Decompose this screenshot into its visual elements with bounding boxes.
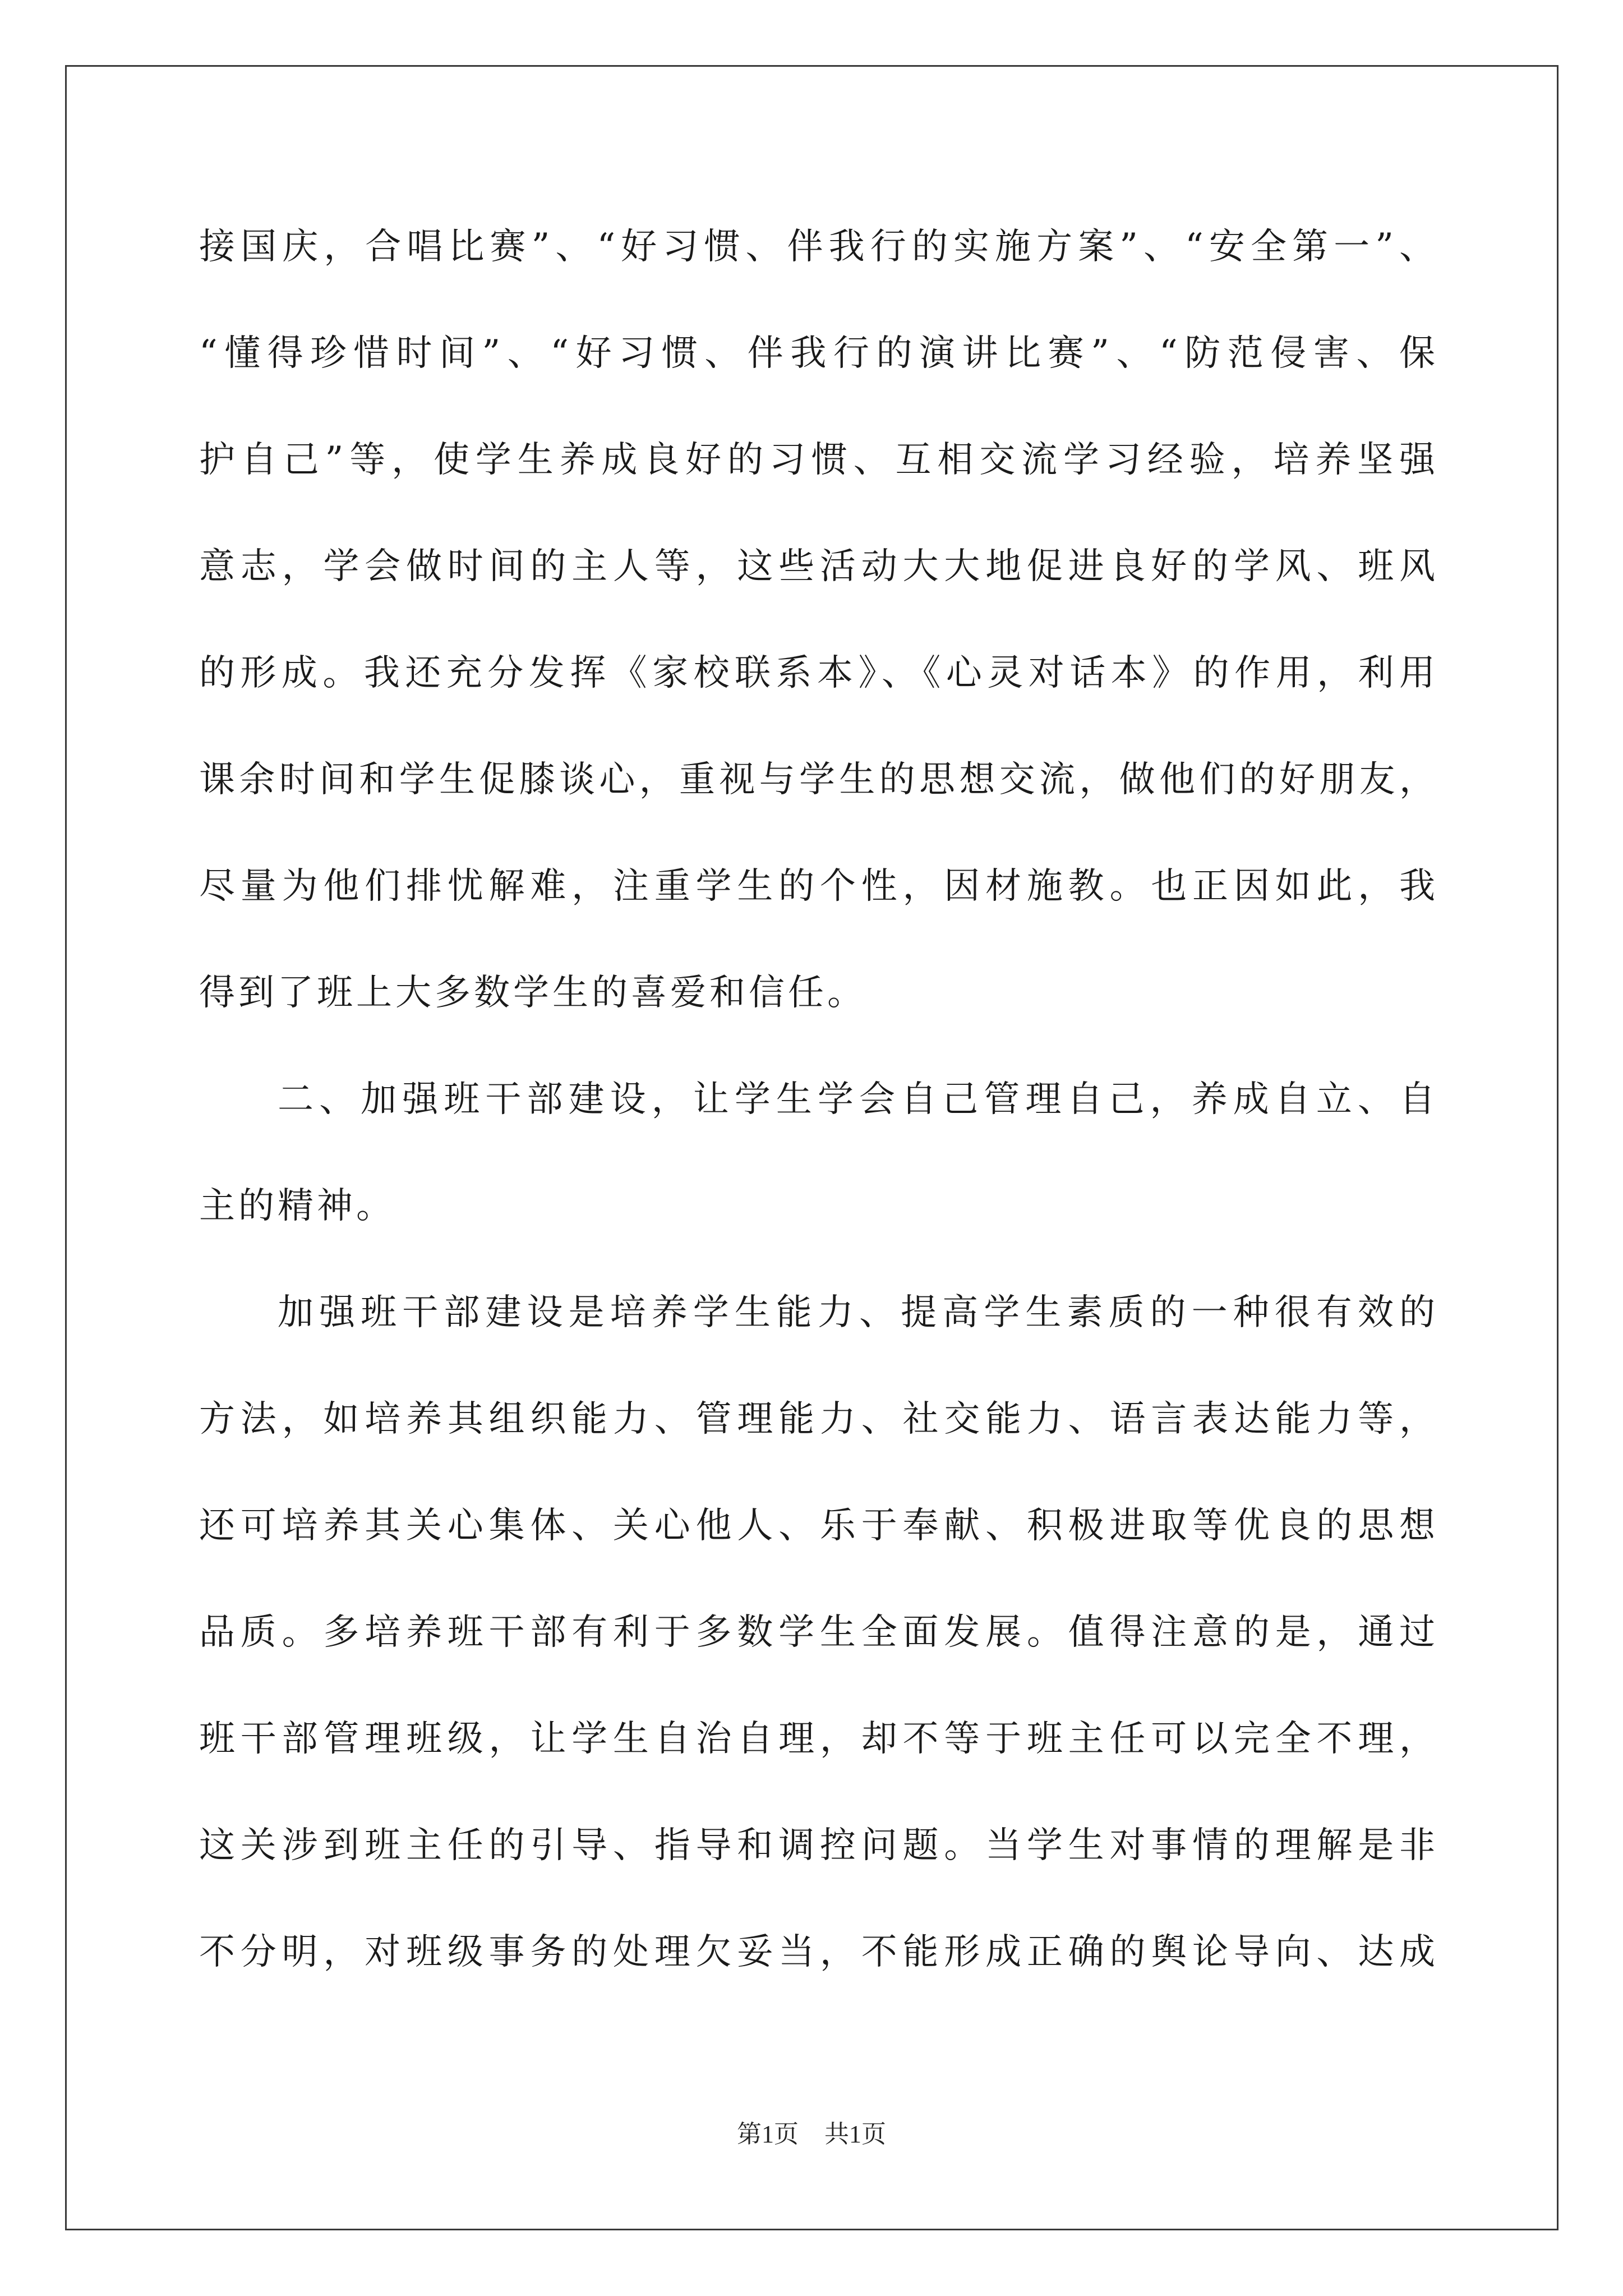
text-line: 这关涉到班主任的引导、指导和调控问题。当学生对事情的理解是非 [199,1825,1438,1866]
text-line: 意志，学会做时间的主人等，这些活动大大地促进良好的学风、班风 [199,546,1438,587]
page-footer [0,2114,1623,2150]
text-line: 方法，如培养其组织能力、管理能力、社交能力、语言表达能力等， [199,1398,1438,1440]
text-line: 接国庆，合唱比赛”、“好习惯、伴我行的实施方案”、“安全第一”、 [199,226,1438,268]
page-number: 第1页 [737,2120,799,2148]
text-line: 的形成。我还充分发挥《家校联系本》、《心灵对话本》的作用，利用 [199,652,1438,694]
text-line: 还可培养其关心集体、关心他人、乐于奉献、积极进取等优良的思想 [199,1505,1438,1547]
text-line: 课余时间和学生促膝谈心，重视与学生的思想交流，做他们的好朋友， [199,759,1438,800]
text-line: 护自己”等，使学生养成良好的习惯、互相交流学习经验，培养坚强 [199,439,1438,481]
text-line: 加强班干部建设是培养学生能力、提高学生素质的一种很有效的 [278,1292,1438,1333]
text-line: 尽量为他们排忧解难，注重学生的个性，因材施教。也正因如此，我 [199,866,1438,907]
body-text [199,216,1438,2028]
total-pages: 共1页 [824,2120,886,2148]
paragraph-heading-line: 主的精神。 [199,1185,395,1227]
paragraph-heading-line: 二、加强班干部建设，让学生学会自己管理自己，养成自立、自 [278,1079,1438,1120]
text-line: 不分明，对班级事务的处理欠妥当，不能形成正确的舆论导向、达成 [199,1931,1438,1973]
text-line: 班干部管理班级，让学生自治自理，却不等于班主任可以完全不理， [199,1718,1438,1760]
text-line: “懂得珍惜时间”、“好习惯、伴我行的演讲比赛”、“防范侵害、保 [199,333,1438,374]
text-line: 品质。多培养班干部有利于多数学生全面发展。值得注意的是，通过 [199,1612,1438,1653]
text-line: 得到了班上大多数学生的喜爱和信任。 [199,972,866,1014]
